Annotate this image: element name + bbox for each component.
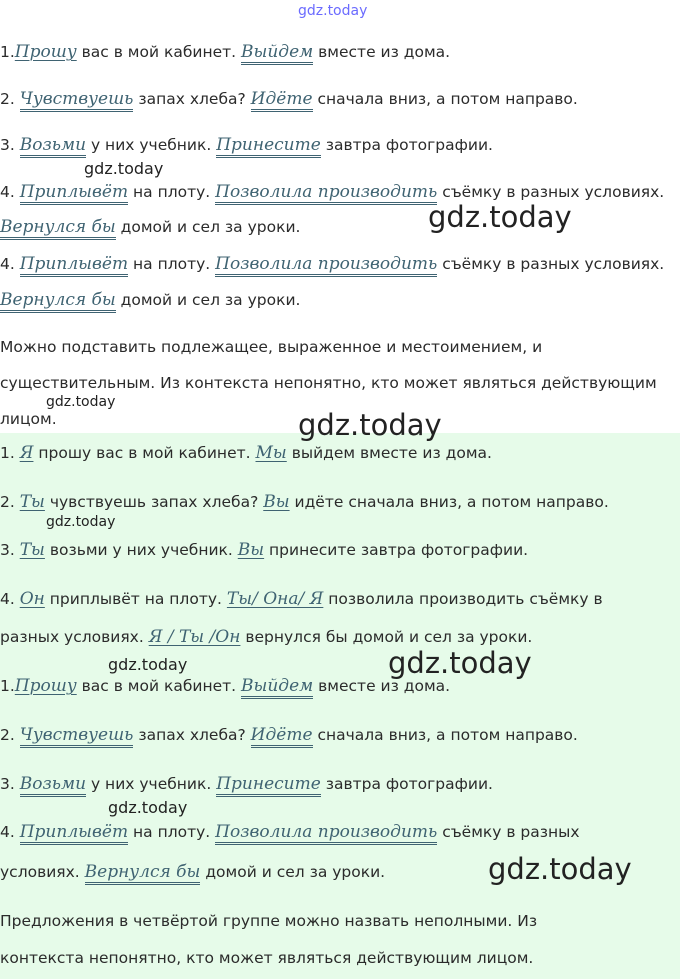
pronoun-subject: Ты/ Она/ Я bbox=[226, 589, 324, 609]
watermark: gdz.today bbox=[46, 514, 116, 530]
item-number: 4. bbox=[0, 823, 20, 841]
watermark: gdz.today bbox=[84, 159, 164, 178]
s3-line bbox=[0, 135, 493, 155]
r1-line bbox=[0, 676, 450, 696]
item-number: 2. bbox=[0, 726, 20, 744]
sentence-text: на плоту. bbox=[128, 255, 216, 273]
predicate-word: Чувствуешь bbox=[20, 89, 134, 112]
r2-line bbox=[0, 725, 578, 745]
watermark: gdz.today bbox=[108, 798, 188, 817]
watermark: gdz.today bbox=[488, 852, 632, 886]
predicate-word: Позволила производить bbox=[215, 822, 437, 845]
predicate-word: Вернулся бы bbox=[85, 862, 201, 885]
predicate-word: Прошу bbox=[14, 42, 77, 62]
s4b-line bbox=[0, 254, 664, 274]
sentence-text: домой и сел за уроки. bbox=[115, 291, 301, 309]
item-number: 1. bbox=[0, 444, 20, 462]
pronoun-subject: Вы bbox=[263, 492, 290, 512]
p3-line bbox=[0, 540, 528, 560]
watermark: gdz.today bbox=[108, 655, 188, 674]
predicate-word: Приплывёт bbox=[20, 254, 128, 277]
item-number: 1. bbox=[0, 43, 15, 61]
sentence-text: вместе из дома. bbox=[313, 43, 451, 61]
predicate-word: Приплывёт bbox=[20, 182, 128, 205]
sentence-text: завтра фотографии. bbox=[320, 136, 493, 154]
sentence-text: съёмку в разных условиях. bbox=[437, 183, 665, 201]
watermark: gdz.today bbox=[298, 408, 442, 442]
predicate-word: Прошу bbox=[14, 676, 77, 696]
conclusion-line: Предложения в четвёртой группе можно назвать неполными. Из bbox=[0, 912, 538, 930]
conclusion-line: контекста непонятно, кто может являться действующим лицом. bbox=[0, 949, 534, 967]
s4a-line bbox=[0, 182, 664, 202]
pronoun-subject: Я bbox=[19, 443, 34, 463]
s2-line bbox=[0, 89, 578, 109]
item-number: 3. bbox=[0, 541, 20, 559]
explanation-line: лицом. bbox=[0, 410, 57, 428]
p2-line bbox=[0, 492, 609, 512]
watermark: gdz.today bbox=[46, 394, 116, 410]
sentence-text: сначала вниз, а потом направо. bbox=[312, 90, 578, 108]
predicate-word: Позволила производить bbox=[215, 182, 437, 205]
predicate-word: Чувствуешь bbox=[20, 725, 134, 748]
s4a-cont-line bbox=[0, 217, 300, 237]
sentence-text: сначала вниз, а потом направо. bbox=[312, 726, 578, 744]
sentence-text: запах хлеба? bbox=[133, 90, 251, 108]
predicate-word: Приплывёт bbox=[20, 822, 128, 845]
item-number: 1. bbox=[0, 677, 15, 695]
sentence-text: вас в мой кабинет. bbox=[76, 43, 242, 61]
sentence-text: чувствуешь запах хлеба? bbox=[44, 493, 264, 511]
pronoun-subject: Мы bbox=[255, 443, 287, 463]
predicate-word: Идёте bbox=[251, 725, 313, 748]
item-number: 2. bbox=[0, 90, 20, 108]
explanation-line: существительным. Из контекста непонятно, кто может являться действующим bbox=[0, 374, 657, 392]
sentence-text: возьми у них учебник. bbox=[44, 541, 238, 559]
sentence-text: прошу вас в мой кабинет. bbox=[33, 444, 256, 462]
predicate-word: Идёте bbox=[251, 89, 313, 112]
sentence-text: завтра фотографии. bbox=[320, 775, 493, 793]
item-number: 3. bbox=[0, 136, 20, 154]
sentence-text: разных условиях. bbox=[0, 628, 149, 646]
sentence-text: вас в мой кабинет. bbox=[76, 677, 242, 695]
s4b-cont-line bbox=[0, 290, 300, 310]
predicate-word: Возьми bbox=[20, 774, 86, 797]
sentence-text: принесите завтра фотографии. bbox=[264, 541, 529, 559]
sentence-text: идёте сначала вниз, а потом направо. bbox=[289, 493, 609, 511]
header-watermark: gdz.today bbox=[298, 3, 368, 19]
predicate-word: Возьми bbox=[20, 135, 86, 158]
p4-line bbox=[0, 589, 603, 609]
p4-cont-line bbox=[0, 627, 532, 647]
sentence-text: на плоту. bbox=[128, 823, 216, 841]
sentence-text: выйдем вместе из дома. bbox=[286, 444, 492, 462]
predicate-word: Вернулся бы bbox=[0, 290, 116, 313]
sentence-text: у них учебник. bbox=[86, 136, 217, 154]
r3-line bbox=[0, 774, 493, 794]
item-number: 3. bbox=[0, 775, 20, 793]
watermark: gdz.today bbox=[428, 200, 572, 234]
item-number: 4. bbox=[0, 255, 20, 273]
item-number: 4. bbox=[0, 590, 20, 608]
sentence-text: запах хлеба? bbox=[133, 726, 251, 744]
pronoun-subject: Он bbox=[19, 589, 45, 609]
sentence-text: позволила производить съёмку в bbox=[323, 590, 603, 608]
p1-line bbox=[0, 443, 492, 463]
predicate-word: Выйдем bbox=[241, 42, 313, 65]
predicate-word: Принесите bbox=[216, 774, 321, 797]
predicate-word: Принесите bbox=[216, 135, 321, 158]
sentence-text: приплывёт на плоту. bbox=[44, 590, 227, 608]
watermark: gdz.today bbox=[388, 646, 532, 680]
predicate-word: Вернулся бы bbox=[0, 217, 116, 240]
s1-line bbox=[0, 42, 450, 62]
sentence-text: домой и сел за уроки. bbox=[200, 863, 386, 881]
predicate-word: Позволила производить bbox=[215, 254, 437, 277]
predicate-word: Выйдем bbox=[241, 676, 313, 699]
sentence-text: съёмку в разных bbox=[437, 823, 580, 841]
pronoun-subject: Вы bbox=[237, 540, 265, 560]
pronoun-subject: Я / Ты /Он bbox=[148, 627, 241, 647]
pronoun-subject: Ты bbox=[19, 540, 45, 560]
sentence-text: домой и сел за уроки. bbox=[115, 218, 301, 236]
sentence-text: на плоту. bbox=[128, 183, 216, 201]
pronoun-subject: Ты bbox=[19, 492, 45, 512]
item-number: 2. bbox=[0, 493, 20, 511]
r4-line bbox=[0, 822, 580, 842]
r4-cont-line bbox=[0, 862, 385, 882]
sentence-text: вернулся бы домой и сел за уроки. bbox=[240, 628, 533, 646]
explanation-line: Можно подставить подлежащее, выраженное и местоимением, и bbox=[0, 338, 543, 356]
sentence-text: у них учебник. bbox=[86, 775, 217, 793]
sentence-text: вместе из дома. bbox=[313, 677, 451, 695]
item-number: 4. bbox=[0, 183, 20, 201]
sentence-text: съёмку в разных условиях. bbox=[437, 255, 665, 273]
sentence-text: условиях. bbox=[0, 863, 85, 881]
